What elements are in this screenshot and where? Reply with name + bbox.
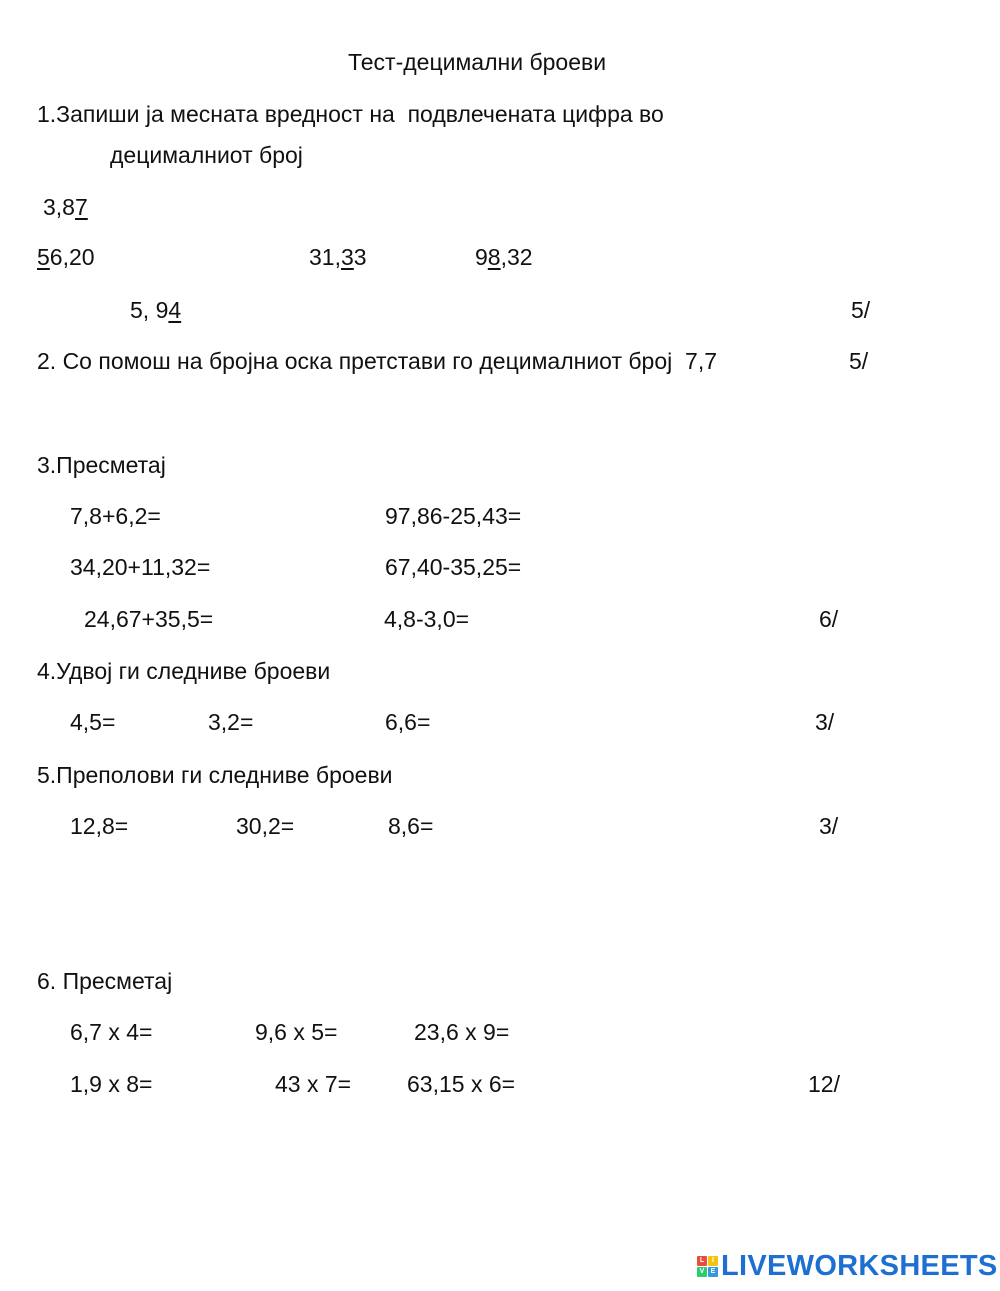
page-title: Тест-децимални броеви <box>348 49 607 75</box>
q3-item: 97,86-25,43= <box>385 503 522 529</box>
q1-number-5: 5, 94 <box>130 297 182 323</box>
q2-instruction: 2. Со помош на бројна оска претстави го децималниот број 7,7 <box>37 348 718 374</box>
q4-item: 6,6= <box>385 709 431 735</box>
logo-mark-letter: I <box>708 1256 718 1266</box>
liveworksheets-logo[interactable] <box>697 1250 998 1283</box>
q2-score: 5/ <box>849 348 869 374</box>
q1-number-2: 56,20 <box>37 244 95 270</box>
q4-item: 3,2= <box>208 709 254 735</box>
liveworksheets-logo-text: LIVEWORKSHEETS <box>721 1250 998 1282</box>
q1-number-1: 3,87 <box>43 194 88 220</box>
underlined-digit: 4 <box>168 297 182 323</box>
q1-number-4: 98,32 <box>475 244 533 270</box>
q6-item: 43 x 7= <box>275 1071 352 1097</box>
q6-title: 6. Пресметај <box>37 968 173 994</box>
q3-item: 34,20+11,32= <box>70 554 211 580</box>
q6-item: 1,9 x 8= <box>70 1071 153 1097</box>
q3-item: 24,67+35,5= <box>84 606 214 632</box>
q5-title: 5.Преполови ги следниве броеви <box>37 762 393 788</box>
q5-score: 3/ <box>819 813 839 839</box>
q6-item: 6,7 x 4= <box>70 1019 153 1045</box>
q1-score: 5/ <box>851 297 871 323</box>
q3-score: 6/ <box>819 606 839 632</box>
logo-mark-letter: E <box>708 1267 718 1277</box>
q1-number-3: 31,33 <box>309 244 367 270</box>
q1-instruction-line1: 1.Запиши ја месната вредност на подвлечената цифра во <box>37 101 664 127</box>
q5-item: 30,2= <box>236 813 295 839</box>
underlined-digit: 7 <box>74 194 88 220</box>
q6-item: 63,15 x 6= <box>407 1071 516 1097</box>
underlined-digit: 3 <box>340 244 354 270</box>
q3-item: 4,8-3,0= <box>384 606 470 632</box>
q6-item: 9,6 x 5= <box>255 1019 338 1045</box>
logo-mark-letter: V <box>697 1267 707 1277</box>
liveworksheets-logo-icon <box>697 1256 718 1277</box>
q3-item: 7,8+6,2= <box>70 503 161 529</box>
q4-item: 4,5= <box>70 709 116 735</box>
q4-title: 4.Удвој ги следниве броеви <box>37 658 331 684</box>
logo-mark-letter: L <box>697 1256 707 1266</box>
q6-item: 23,6 x 9= <box>414 1019 510 1045</box>
q3-title: 3.Пресметај <box>37 452 166 478</box>
q3-item: 67,40-35,25= <box>385 554 522 580</box>
q5-item: 8,6= <box>388 813 434 839</box>
q6-score: 12/ <box>808 1071 840 1097</box>
underlined-digit: 5 <box>37 244 50 270</box>
q5-item: 12,8= <box>70 813 129 839</box>
q1-instruction-line2: децималниот број <box>110 142 303 168</box>
q4-score: 3/ <box>815 709 835 735</box>
underlined-digit: 8 <box>487 244 501 270</box>
